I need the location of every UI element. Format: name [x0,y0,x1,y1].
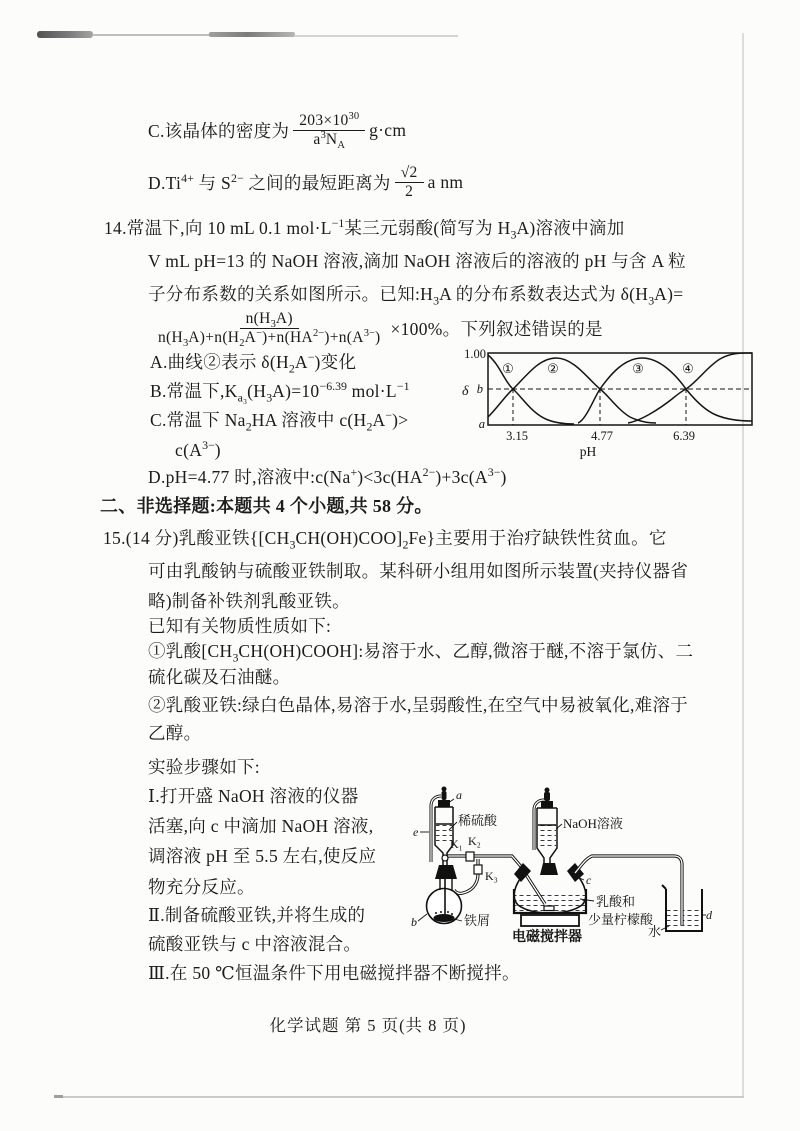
density-unit: g·cm [369,119,407,140]
option-d-text: $D.Ti^{4+}$ 与 $S^{2-}$ 之间的最短距离为 [148,170,391,193]
page-footer: 化学试题 第 5 页(共 8 页) [269,1016,467,1035]
question-14-option-d: D.pH=4.77 时,溶液中$:c(Na^+)<3c(HA^{2-})+3c(A^{3-})$ [148,465,507,487]
apparatus-diagram [400,778,760,975]
lactic-acid-label-1: 乳酸和 [596,894,636,909]
question-15-line-1: 15.(14 分)乳酸亚铁$\{[CH_3CH(OH)COO]_2Fe\}$主要用于治疗缺铁性贫血。它 [103,528,667,552]
curve-label-3: ③ [632,361,644,376]
water-label: 水 [648,924,662,939]
center-neck-stopper [540,863,558,875]
lactic-acid-label-2: 少量柠檬酸 [588,912,654,927]
naoh-liquid [538,825,556,846]
iron-filings-dot [451,913,453,915]
scan-streak [37,31,93,38]
stopper-ball [442,787,447,792]
question-15-known-heading: 已知有关物质性质如下: [148,616,332,636]
funnel-stopper [541,801,553,808]
question-15-step-3: Ⅲ.在 50 ℃恒温条件下用电磁搅拌器不断搅拌。 [148,963,520,983]
question-15-step-1c: 调溶液 pH 至 5.5 左右,使反应 [148,846,377,866]
question-14-line-3: 子分布系数的关系如图所示。已知$:H_3A$ 的分布系数表达式为 $\delta(H_3A)=$ [148,284,684,308]
y-tick-b: b [476,382,483,396]
stopcock-k3-valve [474,865,482,874]
iron-filings [434,914,455,922]
question-14-line-2: V mL pH=13 的 NaOH 溶液,滴加 NaOH 溶液后的溶液的 pH 与含 A 粒 [148,251,686,271]
scan-streak [294,35,458,37]
question-15-step-1a: Ⅰ.打开盛 NaOH 溶液的仪器 [148,786,359,806]
curve-3-ha2 [578,358,752,423]
stirrer-label: 电磁搅拌器 [512,930,582,945]
question-15-line-3: 略)制备补铁剂乳酸亚铁。 [148,591,350,611]
question-14-line-1: 14.常温下,向 10 mL 0.1 $mol\cdot L^{-1}$某三元弱酸(简写为 $H_3A$)溶液中滴加 [104,216,625,242]
y-tick-top: 1.00 [464,347,486,361]
section-2-heading: 二、非选择题:本题共 4 个小题,共 58 分。 [100,496,433,516]
question-15-step-2b: 硫酸亚铁与 c 中溶液混合。 [148,934,362,954]
magnetic-stirrer-base [521,915,579,926]
iron-filings-dot [435,912,437,914]
dilute-acid-label: 稀硫酸 [458,813,498,828]
label-d: d [706,908,712,922]
question-14-option-b: B.常温下$,K_{a_3}(H_3A)=10^{-6.39}$ $mol\cdot L^{-1}$ [150,379,410,405]
stopcock-k2-valve [466,852,474,861]
iron-filings-dot [440,911,442,913]
x-axis-label: pH [579,444,597,459]
iron-filings-dot [447,911,449,913]
question-15-property-2: ②乳酸亚铁:绿白色晶体,易溶于水,呈弱酸性,在空气中易被氧化,难溶于 [148,695,689,715]
question-14-option-a: A.曲线②表示 $\delta(H_2A^-)$变化 [150,350,357,376]
question-13-option-c [148,106,406,154]
question-15-step-1b: 活塞,向 c 中滴加 NaOH 溶液, [148,816,374,836]
funnel-stopper [438,800,450,807]
page-edge-bottom [54,1096,744,1098]
label-e: e [413,825,419,839]
delta-fraction: $\frac{n(H_3A)}{n(H_3A)+n(H_2A^-)+n(HA^{2-})+n(A^{3-})}$ [158,309,381,349]
y-axis-label: δ [462,384,469,399]
question-14-option-c-cont: $c(A^{3-})$ [175,438,221,460]
question-15-steps-heading: 实验步骤如下: [148,757,260,777]
scan-streak [92,34,210,36]
question-15-property-1-cont: 硫化碳及石油醚。 [148,667,291,687]
question-15-property-1: ①乳酸$[CH_3CH(OH)COOH]$:易溶于水、乙醇,微溶于醚,不溶于氯仿、二 [148,641,694,665]
question-14-option-c: C.常温下 $Na_2HA$ 溶液中 $c(H_2A^-)>$ [150,408,409,434]
scan-streak [209,32,295,37]
question-15-property-2-cont: 乙醇。 [148,723,202,743]
x-tick-3: 6.39 [673,429,695,443]
stopper-knob [442,791,447,800]
naoh-label: NaOH溶液 [563,816,623,831]
beaker-water [667,907,701,930]
label-c: c [586,873,592,887]
curve-label-2: ② [547,361,559,376]
valve-k3-label: K₃ [485,869,498,883]
sqrt2-over-2-fraction: $\frac{√2}{2}$ [395,164,424,201]
x-tick-2: 4.77 [591,429,613,443]
valve-k2-label: K₂ [468,834,481,848]
dropping-funnel-naoh [537,788,557,865]
question-13-option-d [148,160,463,204]
valve-k1-label: K₁ [450,837,463,851]
stopcock-k1-valve [442,855,448,861]
dropping-funnel-acid [435,787,453,866]
y-tick-a: a [478,417,485,431]
formula-tail: ×100%。下列叙述错误的是 [390,318,603,339]
stopper-knob [544,792,550,801]
distribution-coefficient-graph [456,344,772,464]
stopper-ball [545,788,550,793]
label-b: b [411,915,417,929]
curve-label-4: ④ [682,361,694,376]
question-15-step-2a: Ⅱ.制备硫酸亚铁,并将生成的 [148,905,366,925]
stir-bar [544,906,554,911]
option-c-text: C.该晶体的密度为 [148,120,290,141]
question-15-step-1d: 物充分反应。 [148,877,255,897]
distance-unit: a nm [427,171,464,192]
label-a: a [456,788,462,802]
x-tick-1: 3.15 [506,429,528,443]
rubber-stopper [435,865,457,879]
page-edge-bottom-tick [54,1095,63,1098]
iron-filings-label: 铁屑 [464,913,491,928]
density-fraction: $\frac{203\times 10^{30}}{a^3N_A}$ [293,112,365,149]
question-15-line-2: 可由乳酸钠与硫酸亚铁制取。某科研小组用如图所示装置(夹持仪器省 [148,561,689,581]
curve-label-1: ① [502,361,514,376]
